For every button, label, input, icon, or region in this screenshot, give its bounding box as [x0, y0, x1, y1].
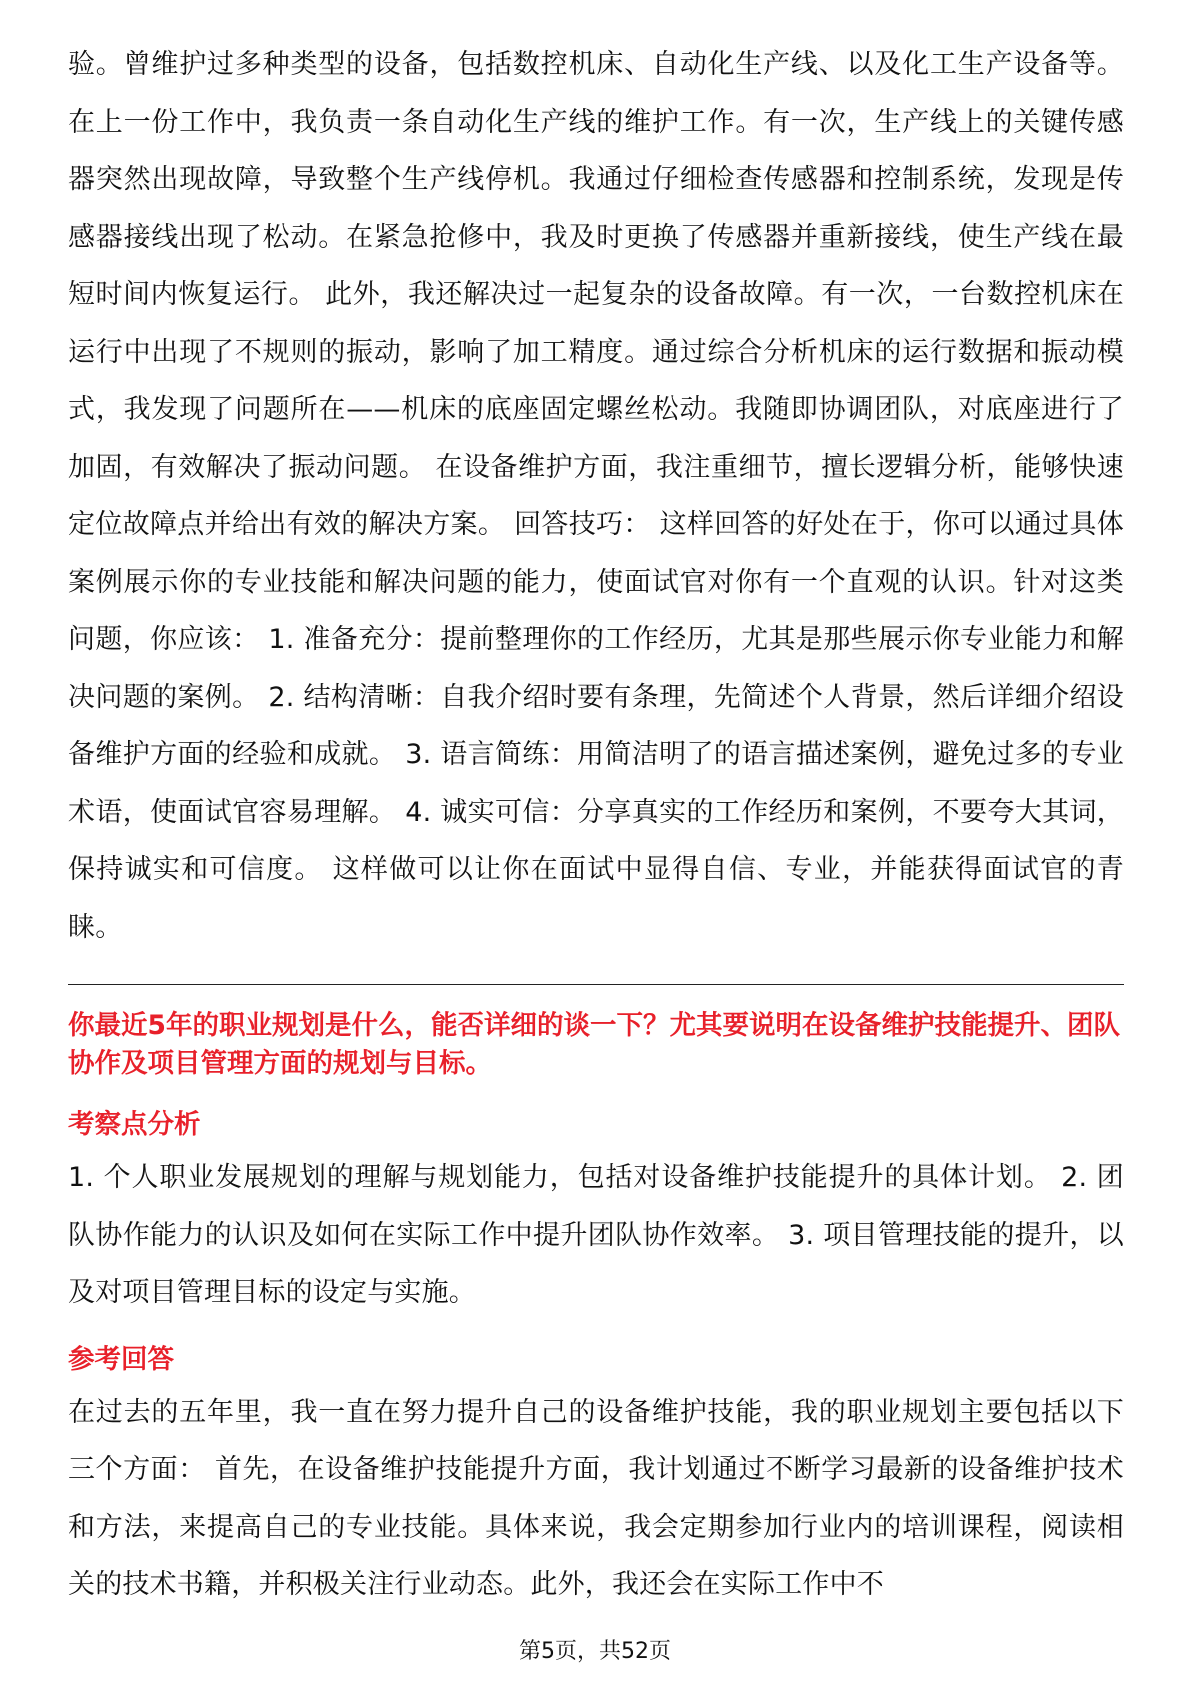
- section-divider: [68, 984, 1124, 985]
- continued-answer-paragraph: 验。曾维护过多种类型的设备，包括数控机床、自动化生产线、以及化工生产设备等。在上一份工作中，我负责一条自动化生产线的维护工作。有一次，生产线上的关键传感器突然出现故障，导致整个生产线停机。我通过仔细检查传感器和控制系统，发现是传感器接线出现了松动。在紧急抢修中，我及时更换了传感器并重新接线，使生产线在最短时间内恢复运行。 此外，我还解决过一起复杂的设备故障。有一次，一台数控机床在运行中出现了不规则的振动，影响了加工精度。通过综合分析机床的运行数据和振动模式，我发现了问题所在——机床的底座固定螺丝松动。我随即协调团队，对底座进行了加固，有效解决了振动问题。 在设备维护方面，我注重细节，擅长逻辑分析，能够快速定位故障点并给出有效的解决方案。 回答技巧： 这样回答的好处在于，你可以通过具体案例展示你的专业技能和解决问题的能力，使面试官对你有一个直观的认识。针对这类问题，你应该： 1. 准备充分：提前整理你的工作经历，尤其是那些展示你专业能力和解决问题的案例。 2. 结构清晰：自我介绍时要有条理，先简述个人背景，然后详细介绍设备维护方面的经验和成就。 3. 语言简练：用简洁明了的语言描述案例，避免过多的专业术语，使面试官容易理解。 4. 诚实可信：分享真实的工作经历和案例，不要夸大其词，保持诚实和可信度。 这样做可以让你在面试中显得自信、专业，并能获得面试官的青睐。: [68, 49, 1124, 943]
- reference-answer-paragraph: 在过去的五年里，我一直在努力提升自己的设备维护技能，我的职业规划主要包括以下三个方面： 首先，在设备维护技能提升方面，我计划通过不断学习最新的设备维护技术和方法，来提高自己的专业技能。具体来说，我会定期参加行业内的培训课程，阅读相关的技术书籍，并积极关注行业动态。此外，我还会在实际工作中不: [68, 1396, 1124, 1600]
- reference-answer-heading: 参考回答: [68, 1343, 174, 1375]
- page-number: 第5页，共52页: [519, 1639, 671, 1664]
- interview-question: 你最近5年的职业规划是什么，能否详细的谈一下？尤其要说明在设备维护技能提升、团队协作及项目管理方面的规划与目标。: [68, 1010, 1120, 1079]
- analysis-paragraph: 1. 个人职业发展规划的理解与规划能力，包括对设备维护技能提升的具体计划。 2. 团队协作能力的认识及如何在实际工作中提升团队协作效率。 3. 项目管理技能的提升，以及对项目管理目标的设定与实施。: [68, 1162, 1124, 1308]
- analysis-heading: 考察点分析: [68, 1109, 201, 1140]
- document-page: [68, 36, 1124, 1614]
